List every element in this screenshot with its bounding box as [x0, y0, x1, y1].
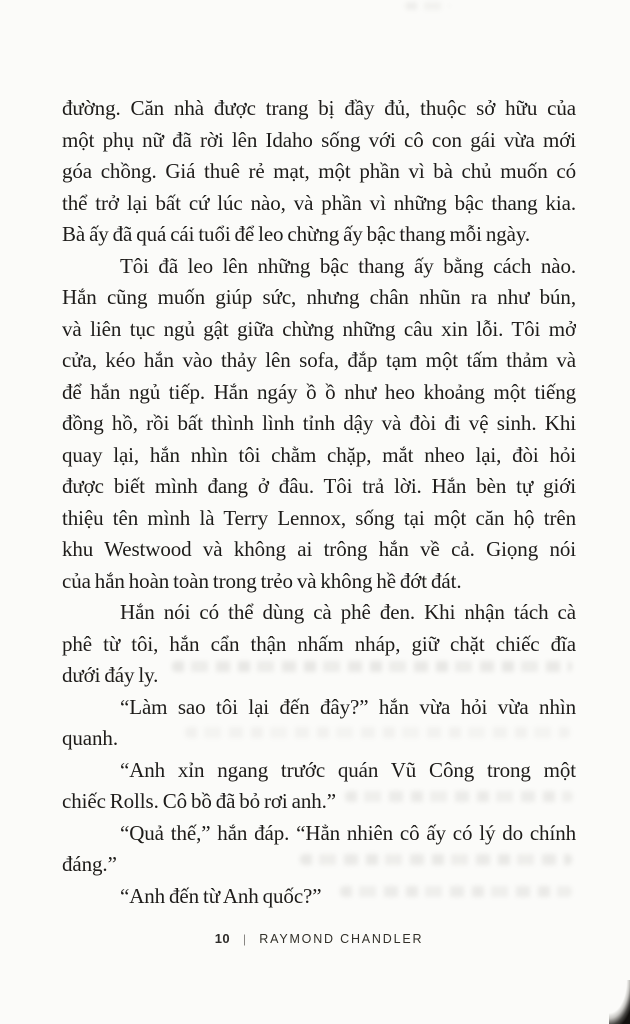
text-line: khu Westwood và không ai trông hắn về cả. Giọng nói: [62, 537, 576, 561]
text-line: một phụ nữ đã rời lên Idaho sống với cô con gái vừa mới: [62, 127, 576, 152]
bleed-through-artifact: [405, 2, 450, 10]
text-line: Hắn nói có thể dùng cà phê đen. Khi nhận tách cà: [120, 600, 576, 624]
text-line: Bà ấy đã quá cái tuổi để leo chừng ấy bậc thang mỗi ngày.: [62, 222, 531, 246]
text-line: để hắn ngủ tiếp. Hắn ngáy ồ ồ như heo khoảng một tiếng: [62, 379, 576, 404]
page-footer: [62, 931, 576, 946]
text-line: cửa, kéo hắn vào thảy lên sofa, đắp tạm một tấm thảm và: [62, 348, 576, 372]
text-line: quay lại, hắn nhìn tôi chằm chặp, mắt nheo lại, đòi hỏi: [62, 442, 576, 467]
text-line: dưới đáy ly.: [62, 663, 159, 687]
text-line: được biết mình đang ở đâu. Tôi trả lời. Hắn bèn tự giới: [62, 474, 576, 498]
footer-separator: |: [243, 931, 246, 946]
text-line: phê từ tôi, hắn cẩn thận nhấm nháp, giữ chặt chiếc đĩa: [62, 631, 576, 656]
page-curl-artifact: [609, 980, 630, 1024]
text-line: “Làm sao tôi lại đến đây?” hắn vừa hỏi vừa nhìn: [120, 694, 576, 719]
text-line: “Anh xỉn ngang trước quán Vũ Công trong một: [120, 757, 576, 782]
body-text: [62, 93, 576, 912]
text-line: đồng hồ, rồi bất thình lình tỉnh dậy và đòi đi vệ sinh. Khi: [62, 411, 576, 435]
text-line: đường. Căn nhà được trang bị đầy đủ, thuộc sở hữu của: [62, 96, 576, 120]
text-line: chiếc Rolls. Cô bồ đã bỏ rơi anh.”: [62, 789, 336, 813]
page-number: 10: [214, 931, 231, 946]
text-line: và liên tục ngủ gật giữa chừng những câu xin lỗi. Tôi mở: [62, 316, 576, 341]
footer-author: RAYMOND CHANDLER: [259, 931, 424, 946]
text-line: thiệu tên mình là Terry Lennox, sống tại một căn hộ trên: [62, 505, 576, 530]
text-line: “Quả thế,” hắn đáp. “Hẳn nhiên cô ấy có lý do chính: [120, 820, 576, 845]
text-line: Tôi đã leo lên những bậc thang ấy bằng cách nào.: [120, 253, 576, 278]
text-line: góa chồng. Giá thuê rẻ mạt, một phần vì bà chủ muốn có: [62, 159, 576, 183]
text-line: Hắn cũng muốn giúp sức, nhưng chân nhũn ra như bún,: [62, 285, 576, 309]
text-line: quanh.: [62, 726, 118, 750]
text-line: thể trở lại bất cứ lúc nào, và phần vì những bậc thang kia.: [62, 190, 576, 215]
text-line: của hắn hoàn toàn trong trẻo và không hề đớt đát.: [62, 568, 462, 593]
text-line: đáng.”: [62, 852, 117, 876]
text-line: “Anh đến từ Anh quốc?”: [120, 883, 322, 908]
